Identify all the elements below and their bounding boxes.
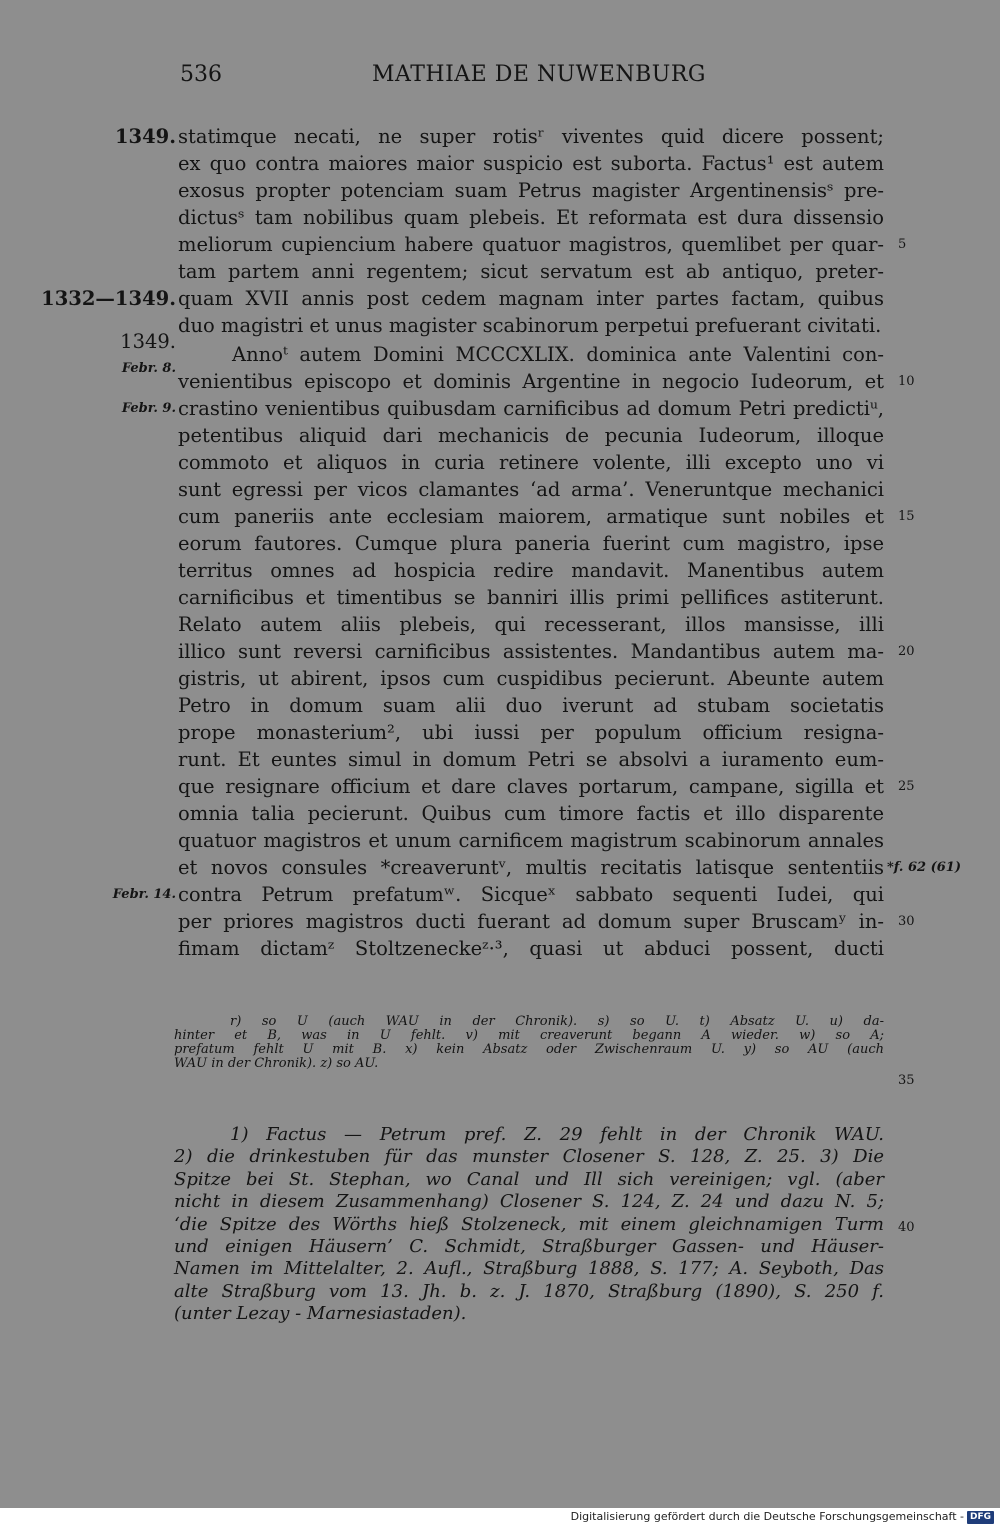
text-line: quatuor magistros et unum carnificem magistrum scabinorum annales [178, 829, 884, 852]
footnote-line: Spitze bei St. Stephan, wo Canal und Ill sich vereinigen; vgl. (aber [174, 1168, 884, 1190]
margin-year-range: 1332—1349. [41, 287, 176, 310]
footnote-line: (unter Lezay - Marnesiastaden). [174, 1303, 467, 1325]
text-line: sunt egressi per vicos clamantes ‘ad arma’. Veneruntque mechanici [178, 478, 884, 501]
apparatus-line: hinter et B, was in U fehlt. v) mit creaverunt begann A wieder. w) so A; [174, 1028, 884, 1043]
text-line: per priores magistros ducti fuerant ad domum super Bruscamʸ in- [178, 910, 884, 933]
footnote-line: 1) Factus — Petrum pref. Z. 29 fehlt in der Chronik WAU. [230, 1124, 884, 1145]
text-line: tam partem anni regentem; sicut servatum est ab antiquo, preter- [178, 260, 884, 283]
apparatus-line: prefatum fehlt U mit B. x) kein Absatz oder Zwischenraum U. y) so AU (auch [174, 1042, 884, 1057]
line-number: 20 [898, 644, 915, 659]
margin-date: Febr. 14. [112, 887, 176, 902]
line-number: 10 [898, 374, 915, 389]
text-line: gistris, ut abirent, ipsos cum cuspidibus pecierunt. Abeunte autem [178, 667, 884, 690]
text-line: petentibus aliquid dari mechanicis de pecunia Iudeorum, illoque [178, 424, 884, 447]
text-line: que resignare officium et dare claves portarum, campane, sigilla et [178, 775, 884, 798]
text-line: exosus propter potenciam suam Petrus magister Argentinensisˢ pre- [178, 179, 884, 202]
text-line: dictusˢ tam nobilibus quam plebeis. Et reformata est dura dissensio [178, 206, 884, 229]
text-line: runt. Et euntes simul in domum Petri se absolvi a iuramento eum- [178, 748, 884, 771]
text-line: cum paneriis ante ecclesiam maiorem, armatique sunt nobiles et [178, 505, 884, 528]
footnote-line: nicht in diesem Zusammenhang) Closener S. 124, Z. 24 und dazu N. 5; [174, 1191, 884, 1213]
line-number: 35 [898, 1073, 915, 1088]
folio-marker: *f. 62 (61) [887, 860, 961, 875]
margin-date: Febr. 8. [121, 361, 176, 376]
text-line: Petro in domum suam alii duo iverunt ad stubam societatis [178, 694, 884, 717]
text-line: omnia talia pecierunt. Quibus cum timore factis et illo disparente [178, 802, 884, 825]
margin-year: 1349. [114, 125, 176, 148]
footnote-line: ‘die Spitze des Wörths hieß Stolzeneck, mit einem gleichnamigen Turm [174, 1213, 884, 1235]
text-line: carnificibus et timentibus se banniri illis primi pellifices astiterunt. [178, 586, 884, 609]
dfg-logo[interactable]: DFG [967, 1511, 994, 1524]
text-line: fimam dictamᶻ Stoltzeneckeᶻ·³, quasi ut abduci possent, ducti [178, 937, 884, 960]
apparatus-line: WAU in der Chronik). z) so AU. [174, 1056, 379, 1071]
footnote-line: alte Straßburg vom 13. Jh. b. z. J. 1870, Straßburg (1890), S. 250 f. [174, 1280, 884, 1302]
line-number: 15 [898, 509, 915, 524]
apparatus-line: r) so U (auch WAU in der Chronik). s) so U. t) Absatz U. u) da- [230, 1014, 884, 1029]
footnote-line: 2) die drinkestuben für das munster Closener S. 128, Z. 25. 3) Die [174, 1146, 884, 1168]
line-number: 5 [898, 237, 907, 252]
text-line: quam XVII annis post cedem magnam inter partes factam, quibus [178, 287, 884, 310]
footer-bar [0, 1508, 1000, 1528]
line-number: 25 [898, 779, 915, 794]
text-line: contra Petrum prefatumʷ. Sicqueˣ sabbato sequenti Iudei, qui [178, 883, 884, 906]
text-line: crastino venientibus quibusdam carnificibus ad domum Petri predictiᵘ, [178, 397, 884, 420]
line-number: 30 [898, 914, 915, 929]
text-line: et novos consules *creaveruntᵛ, multis recitatis latisque sententiis [178, 856, 884, 879]
line-number: 40 [898, 1220, 915, 1235]
text-line: duo magistri et unus magister scabinorum perpetui prefuerant civitati. [178, 314, 882, 337]
text-line: eorum fautores. Cumque plura paneria fuerint cum magistro, ipse [178, 532, 884, 555]
text-line: ex quo contra maiores maior suspicio est suborta. Factus¹ est autem [178, 152, 884, 175]
text-line: illico sunt reversi carnificibus assistentes. Mandantibus autem ma- [178, 640, 884, 663]
text-line: prope monasterium², ubi iussi per populum officium resigna- [178, 721, 884, 744]
footer-credit: Digitalisierung gefördert durch die Deutsche Forschungsgemeinschaft - [570, 1510, 964, 1523]
page-number: 536 [180, 62, 222, 87]
footnote-line: Namen im Mittelalter, 2. Aufl., Straßburg 1888, S. 177; A. Seyboth, Das [174, 1258, 884, 1280]
text-line: commoto et aliquos in curia retinere volente, illi excepto uno vi [178, 451, 884, 474]
text-line: meliorum cupiencium habere quatuor magistros, quemlibet per quar- [178, 233, 884, 256]
text-line: territus omnes ad hospicia redire mandavit. Manentibus autem [178, 559, 884, 582]
page-header [0, 62, 1000, 96]
text-line: Annoᵗ autem Domini MCCCXLIX. dominica ante Valentini con- [232, 343, 884, 366]
text-line: statimque necati, ne super rotisʳ viventes quid dicere possent; [178, 125, 884, 148]
text-line: venientibus episcopo et dominis Argentine in negocio Iudeorum, et [178, 370, 884, 393]
running-title: MATHIAE DE NUWENBURG [372, 62, 706, 87]
margin-date: Febr. 9. [121, 401, 176, 416]
margin-year: 1349. [120, 330, 176, 353]
footnote-line: und einigen Häusern’ C. Schmidt, Straßburger Gassen- und Häuser- [174, 1236, 884, 1257]
text-line: Relato autem aliis plebeis, qui recesserant, illos mansisse, illi [178, 613, 884, 636]
